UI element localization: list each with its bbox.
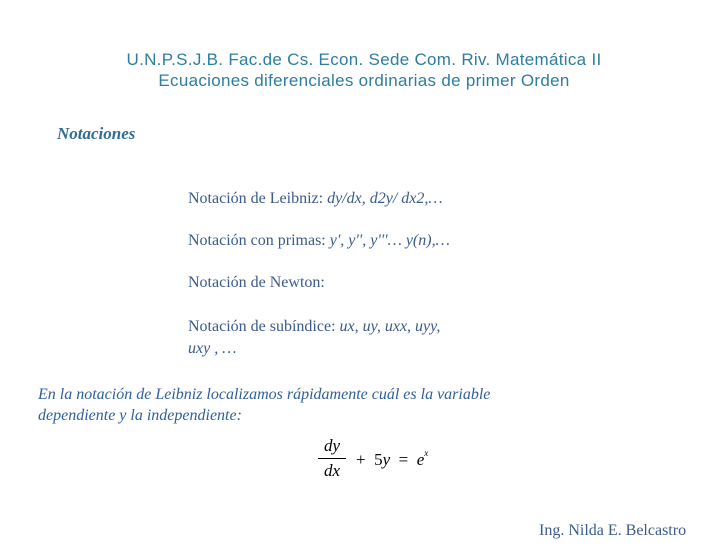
header-line-2: Ecuaciones diferenciales ordinarias de primer Orden (158, 71, 570, 90)
notation-subscript-value-2: uxy , … (188, 340, 237, 357)
notation-subscript (188, 318, 440, 336)
notation-subscript-line2 (188, 340, 236, 358)
exp-base: e (416, 450, 425, 469)
notation-subscript-label: Notación de subíndice: (188, 318, 340, 335)
section-title: Notaciones (57, 124, 136, 143)
leibniz-paragraph (38, 384, 638, 426)
fraction-denominator: dx (323, 461, 341, 480)
header-line-1: U.N.P.S.J.B. Fac.de Cs. Econ. Sede Com. Riv. Matemática II (126, 50, 602, 69)
notation-leibniz-label: Notación de Leibniz: (188, 190, 328, 207)
exponent: x (424, 448, 429, 458)
fraction-bar (318, 458, 346, 459)
coefficient: 5 (374, 450, 383, 469)
notation-newton (188, 274, 325, 292)
paragraph-line-1: En la notación de Leibniz localizamos rápidamente cuál es la variable (38, 386, 491, 403)
author-footer: Ing. Nilda E. Belcastro (539, 522, 687, 539)
plus-sign: + (356, 450, 366, 469)
notation-leibniz (188, 190, 443, 208)
notation-primes-value: y', y'', y'''… y(n),… (329, 232, 450, 249)
dy-dx-fraction (318, 436, 346, 481)
notation-newton-label: Notación de Newton: (188, 274, 325, 291)
notation-subscript-value: ux, uy, uxx, uyy, (339, 318, 441, 335)
notation-leibniz-value: dy/dx, d2y/ dx2,… (327, 190, 443, 207)
fraction-numerator: dy (323, 436, 341, 455)
notation-primes-label: Notación con primas: (188, 232, 330, 249)
equation-rhs (356, 450, 428, 470)
paragraph-line-2: dependiente y la independiente: (38, 407, 242, 424)
variable-y: y (382, 450, 391, 469)
notation-primes (188, 232, 450, 250)
equals-sign: = (398, 450, 409, 469)
